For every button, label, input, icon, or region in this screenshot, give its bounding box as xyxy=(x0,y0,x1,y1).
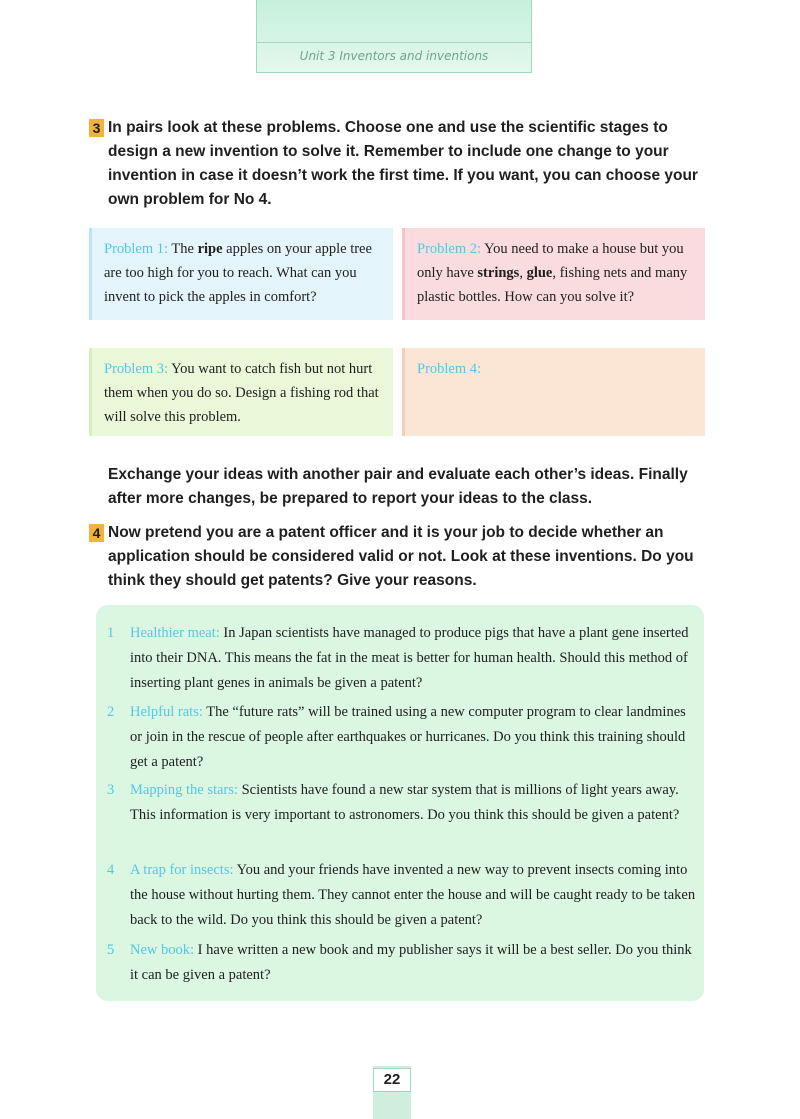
task-number-badge: 4 xyxy=(89,524,104,542)
problem-text: You need to make a house but you only have xyxy=(417,241,684,281)
item-number: 3 xyxy=(107,782,115,798)
item-text: Scientists have found a new star system that is millions of light years away. This information is very important to astronomers. Do you think this should be given a patent? xyxy=(130,782,680,823)
invention-item xyxy=(107,858,699,933)
problem-label: Problem 4: xyxy=(417,361,482,377)
invention-item xyxy=(107,938,699,988)
task-instruction: In pairs look at these problems. Choose one and use the scientific stages to design a new invention to solve it. Remember to include one change to your invention in case it doesn’t work the first time. If you want, you can choose your own problem for No 4. xyxy=(108,119,698,208)
problem-label: Problem 3: xyxy=(104,361,169,377)
task-4 xyxy=(89,521,709,593)
invention-item xyxy=(107,700,699,775)
problem-label: Problem 1: xyxy=(104,241,169,257)
task-number-badge: 3 xyxy=(89,119,104,137)
item-text: In Japan scientists have managed to produce pigs that have a plant gene inserted into their DNA. This means the fat in the meat is better for human health. Should this method of inserting plant genes in animals be given a patent? xyxy=(130,625,689,691)
item-text: I have written a new book and my publisher says it will be a best seller. Do you think it can be given a patent? xyxy=(130,942,692,983)
page-tab xyxy=(373,1066,411,1119)
invention-item xyxy=(107,778,699,828)
item-text: You and your friends have invented a new way to prevent insects coming into the house without hurting them. They cannot enter the house and will be caught ready to be taken back to the wild. Do you think this should be given a patent? xyxy=(130,862,696,928)
problem-label: Problem 2: xyxy=(417,241,482,257)
item-number: 2 xyxy=(107,704,115,720)
problem-text: , xyxy=(519,265,527,281)
item-number: 5 xyxy=(107,942,115,958)
problem-bold-word: strings xyxy=(477,265,520,281)
problem-4-card xyxy=(402,348,705,436)
item-label: A trap for insects: xyxy=(130,862,234,878)
item-text: The “future rats” will be trained using a new computer program to clear landmines or join in the rescue of people after earthquakes or hurricanes. Do you think this training should get a patent? xyxy=(130,704,686,770)
problem-text: The xyxy=(168,241,198,257)
item-label: Healthier meat: xyxy=(130,625,220,641)
problem-text: , fishing nets and many plastic bottles. How can you solve it? xyxy=(417,265,688,305)
problem-bold-word: glue xyxy=(526,265,553,281)
problem-text: apples on your apple tree are too high for you to reach. What can you invent to pick the apples in comfort? xyxy=(104,241,372,305)
invention-item xyxy=(107,621,699,696)
item-label: Mapping the stars: xyxy=(130,782,238,798)
item-number: 1 xyxy=(107,625,115,641)
header-divider xyxy=(257,42,531,43)
task-instruction: Now pretend you are a patent officer and it is your job to decide whether an application should be considered valid or not. Look at these inventions. Do you think they should get patents? Give your reasons. xyxy=(108,524,694,589)
item-number: 4 xyxy=(107,862,115,878)
item-label: New book: xyxy=(130,942,195,958)
problem-3-card xyxy=(89,348,393,436)
unit-title: Unit 3 Inventors and inventions xyxy=(299,49,489,63)
problem-bold-word: ripe xyxy=(197,241,223,257)
problem-1-card xyxy=(89,228,393,320)
unit-header-band xyxy=(256,0,532,73)
task-3 xyxy=(89,116,709,212)
page-number: 22 xyxy=(373,1068,411,1092)
problem-text: You want to catch fish but not hurt them when you do so. Design a fishing rod that will solve this problem. xyxy=(104,361,379,425)
item-label: Helpful rats: xyxy=(130,704,203,720)
problem-2-card xyxy=(402,228,705,320)
exchange-instruction: Exchange your ideas with another pair and evaluate each other’s ideas. Finally after more changes, be prepared to report your ideas to the class. xyxy=(108,466,688,507)
